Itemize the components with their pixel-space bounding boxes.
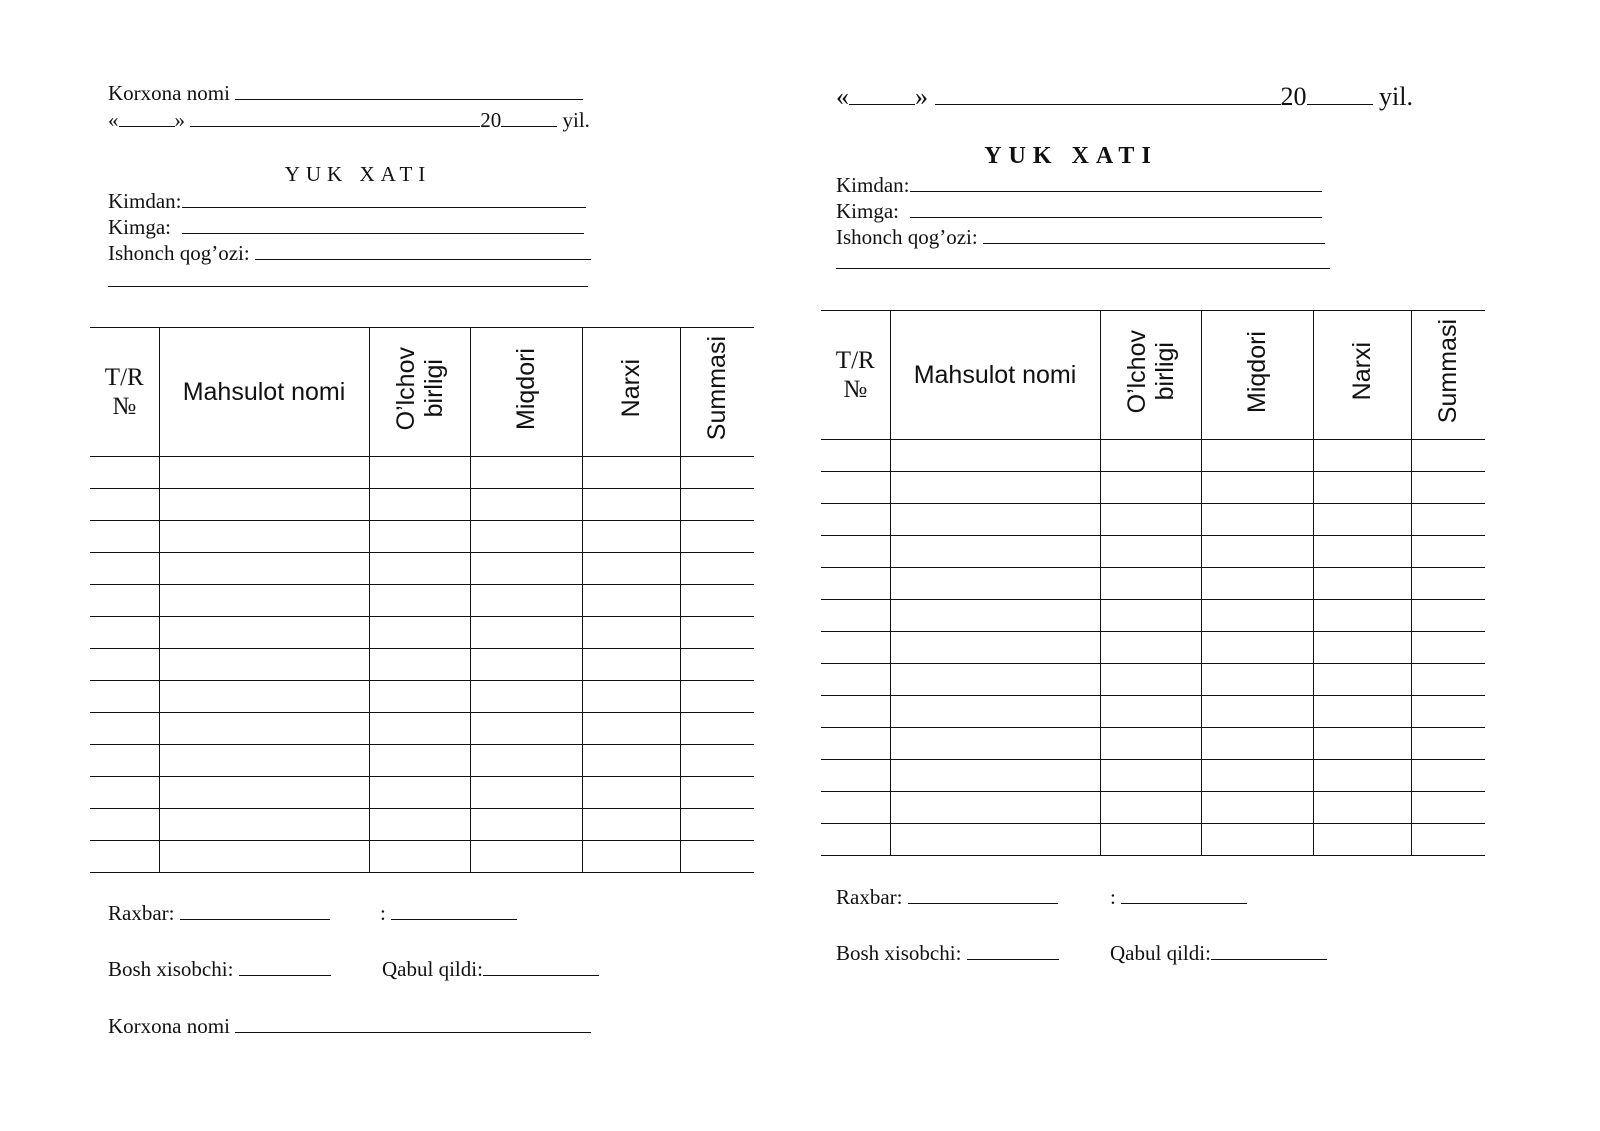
left-colon-line xyxy=(380,900,517,926)
left-head-label: Raxbar: xyxy=(108,901,175,925)
left-year-field[interactable] xyxy=(501,108,557,127)
table-cell[interactable] xyxy=(1201,536,1313,568)
table-cell[interactable] xyxy=(821,536,890,568)
table-cell[interactable] xyxy=(369,585,470,617)
right-chief-acc-field[interactable] xyxy=(967,941,1059,960)
table-cell[interactable] xyxy=(890,504,1100,536)
table-cell[interactable] xyxy=(1201,600,1313,632)
left-proxy-field[interactable] xyxy=(255,241,591,260)
table-cell[interactable] xyxy=(90,521,159,553)
table-cell[interactable] xyxy=(1313,728,1411,760)
right-col-quantity-label: Miqdori xyxy=(1243,330,1271,413)
table-cell[interactable] xyxy=(1411,792,1485,824)
right-colon-label: : xyxy=(1110,885,1116,909)
table-cell[interactable] xyxy=(821,760,890,792)
right-date-close-quote: » xyxy=(915,82,928,111)
table-cell[interactable] xyxy=(369,489,470,521)
table-cell[interactable] xyxy=(821,472,890,504)
right-to-field[interactable] xyxy=(910,199,1322,218)
table-cell[interactable] xyxy=(680,745,754,777)
table-cell[interactable] xyxy=(369,681,470,713)
table-cell[interactable] xyxy=(890,632,1100,664)
right-received-field[interactable] xyxy=(1211,941,1327,960)
left-col-quantity-label: Miqdori xyxy=(512,347,540,430)
table-cell[interactable] xyxy=(1100,792,1201,824)
table-row xyxy=(821,696,1485,728)
table-cell[interactable] xyxy=(680,489,754,521)
table-cell[interactable] xyxy=(1411,504,1485,536)
table-cell[interactable] xyxy=(582,489,680,521)
table-cell[interactable] xyxy=(582,521,680,553)
table-cell[interactable] xyxy=(159,649,369,681)
table-cell[interactable] xyxy=(1100,568,1201,600)
table-cell[interactable] xyxy=(680,809,754,841)
left-footer-company-label: Korxona nomi xyxy=(108,1014,230,1038)
table-row xyxy=(821,792,1485,824)
right-date-open-quote: « xyxy=(836,82,849,111)
table-cell[interactable] xyxy=(821,440,890,472)
table-cell[interactable] xyxy=(821,632,890,664)
table-cell[interactable] xyxy=(821,600,890,632)
table-cell[interactable] xyxy=(582,745,680,777)
table-cell[interactable] xyxy=(159,745,369,777)
table-row xyxy=(90,841,754,873)
table-cell[interactable] xyxy=(821,728,890,760)
table-cell[interactable] xyxy=(1100,600,1201,632)
table-cell[interactable] xyxy=(1201,760,1313,792)
table-cell[interactable] xyxy=(470,489,582,521)
table-cell[interactable] xyxy=(582,649,680,681)
left-col-price xyxy=(582,328,680,457)
table-cell[interactable] xyxy=(159,457,369,489)
left-from-line xyxy=(108,188,586,214)
table-row xyxy=(821,568,1485,600)
right-year-prefix: 20 xyxy=(1280,82,1307,111)
table-cell[interactable] xyxy=(159,553,369,585)
table-cell[interactable] xyxy=(1100,632,1201,664)
table-cell[interactable] xyxy=(821,504,890,536)
table-cell[interactable] xyxy=(1100,664,1201,696)
table-cell[interactable] xyxy=(369,777,470,809)
right-head-field[interactable] xyxy=(908,885,1058,904)
left-from-label: Kimdan: xyxy=(108,189,182,213)
left-col-sum-label: Summasi xyxy=(703,336,732,441)
table-cell[interactable] xyxy=(1411,632,1485,664)
left-date-line xyxy=(108,107,590,133)
table-cell[interactable] xyxy=(1313,760,1411,792)
table-cell[interactable] xyxy=(680,681,754,713)
table-cell[interactable] xyxy=(90,553,159,585)
table-cell[interactable] xyxy=(680,713,754,745)
left-year-suffix: yil. xyxy=(562,108,590,132)
table-cell[interactable] xyxy=(1201,504,1313,536)
table-cell[interactable] xyxy=(470,457,582,489)
left-to-label: Kimga: xyxy=(108,215,171,239)
left-date-close-quote: » xyxy=(174,108,185,132)
table-cell[interactable] xyxy=(680,457,754,489)
table-cell[interactable] xyxy=(821,664,890,696)
table-cell[interactable] xyxy=(890,568,1100,600)
right-col-product-name: Mahsulot nomi xyxy=(890,311,1100,440)
table-cell[interactable] xyxy=(890,440,1100,472)
table-cell[interactable] xyxy=(890,696,1100,728)
table-cell[interactable] xyxy=(1201,728,1313,760)
table-row xyxy=(90,617,754,649)
table-cell[interactable] xyxy=(369,841,470,873)
table-row xyxy=(90,649,754,681)
left-col-product-name: Mahsulot nomi xyxy=(159,328,369,457)
table-cell[interactable] xyxy=(821,824,890,856)
table-row xyxy=(821,504,1485,536)
table-cell[interactable] xyxy=(159,489,369,521)
table-cell[interactable] xyxy=(159,681,369,713)
table-cell[interactable] xyxy=(821,792,890,824)
table-cell[interactable] xyxy=(369,745,470,777)
right-from-label: Kimdan: xyxy=(836,173,910,197)
table-cell[interactable] xyxy=(90,777,159,809)
table-cell[interactable] xyxy=(1201,824,1313,856)
table-cell[interactable] xyxy=(1411,696,1485,728)
left-head-field[interactable] xyxy=(180,901,330,920)
right-year-field[interactable] xyxy=(1307,82,1373,105)
right-table-header-row xyxy=(821,311,1485,440)
table-cell[interactable] xyxy=(369,617,470,649)
right-col-unit-label: O’lchov birligi xyxy=(1122,329,1179,414)
right-head-label: Raxbar: xyxy=(836,885,903,909)
table-cell[interactable] xyxy=(1313,568,1411,600)
left-received-line xyxy=(382,956,599,982)
table-cell[interactable] xyxy=(90,617,159,649)
right-from-field[interactable] xyxy=(910,173,1322,192)
left-col-sum xyxy=(680,328,754,457)
table-cell[interactable] xyxy=(470,553,582,585)
table-row xyxy=(90,777,754,809)
table-cell[interactable] xyxy=(1100,440,1201,472)
table-cell[interactable] xyxy=(1411,664,1485,696)
table-cell[interactable] xyxy=(1100,472,1201,504)
table-cell[interactable] xyxy=(90,841,159,873)
right-date-line xyxy=(836,82,1413,112)
table-cell[interactable] xyxy=(1313,632,1411,664)
table-cell[interactable] xyxy=(470,521,582,553)
right-year-suffix: yil. xyxy=(1379,82,1413,111)
left-company-label: Korxona nomi xyxy=(108,81,230,105)
right-received-line xyxy=(1110,940,1327,966)
table-cell[interactable] xyxy=(1411,440,1485,472)
left-col-price-label: Narxi xyxy=(617,359,645,418)
left-chief-acc-label: Bosh xisobchi: xyxy=(108,957,234,981)
table-cell[interactable] xyxy=(1100,824,1201,856)
table-cell[interactable] xyxy=(159,585,369,617)
right-doc-title: YUK XATI xyxy=(984,143,1158,169)
table-cell[interactable] xyxy=(159,521,369,553)
table-cell[interactable] xyxy=(1100,536,1201,568)
left-month-field[interactable] xyxy=(190,108,480,127)
right-col-quantity xyxy=(1201,311,1313,440)
table-cell[interactable] xyxy=(821,696,890,728)
table-cell[interactable] xyxy=(470,585,582,617)
right-colon-field[interactable] xyxy=(1121,885,1247,904)
left-footer-company-line xyxy=(108,1013,591,1039)
table-cell[interactable] xyxy=(582,457,680,489)
left-col-unit xyxy=(369,328,470,457)
table-cell[interactable] xyxy=(1201,696,1313,728)
table-cell[interactable] xyxy=(1411,760,1485,792)
table-row xyxy=(90,745,754,777)
table-cell[interactable] xyxy=(1313,472,1411,504)
table-cell[interactable] xyxy=(1313,536,1411,568)
table-cell[interactable] xyxy=(90,745,159,777)
table-cell[interactable] xyxy=(90,681,159,713)
left-proxy-label: Ishonch qog’ozi: xyxy=(108,241,250,265)
table-cell[interactable] xyxy=(890,728,1100,760)
left-received-field[interactable] xyxy=(483,957,599,976)
table-cell[interactable] xyxy=(1201,664,1313,696)
table-cell[interactable] xyxy=(1100,504,1201,536)
table-cell[interactable] xyxy=(369,713,470,745)
table-cell[interactable] xyxy=(470,777,582,809)
table-cell[interactable] xyxy=(582,713,680,745)
right-table-body xyxy=(821,440,1485,856)
table-cell[interactable] xyxy=(1100,760,1201,792)
table-cell[interactable] xyxy=(1201,568,1313,600)
right-chief-acc-line xyxy=(836,940,1059,966)
table-row xyxy=(90,457,754,489)
table-cell[interactable] xyxy=(1411,600,1485,632)
table-cell[interactable] xyxy=(680,521,754,553)
left-colon-field[interactable] xyxy=(391,901,517,920)
right-received-label: Qabul qildi: xyxy=(1110,941,1211,965)
table-cell[interactable] xyxy=(1313,792,1411,824)
table-cell[interactable] xyxy=(369,649,470,681)
table-cell[interactable] xyxy=(582,681,680,713)
left-col-number-label: T/R № xyxy=(104,364,144,420)
left-footer-company-field[interactable] xyxy=(235,1014,591,1033)
table-cell[interactable] xyxy=(1411,536,1485,568)
left-colon-label: : xyxy=(380,901,386,925)
table-cell[interactable] xyxy=(470,617,582,649)
table-cell[interactable] xyxy=(470,681,582,713)
right-col-sum-label: Summasi xyxy=(1434,319,1463,424)
table-cell[interactable] xyxy=(1411,824,1485,856)
right-day-field[interactable] xyxy=(849,82,915,105)
left-head-line xyxy=(108,900,330,926)
table-row xyxy=(90,681,754,713)
table-cell[interactable] xyxy=(890,792,1100,824)
left-chief-acc-line xyxy=(108,956,331,982)
table-row xyxy=(821,664,1485,696)
right-chief-acc-label: Bosh xisobchi: xyxy=(836,941,962,965)
table-cell[interactable] xyxy=(1201,440,1313,472)
left-to-field[interactable] xyxy=(182,215,584,234)
left-goods-table xyxy=(90,327,754,873)
table-cell[interactable] xyxy=(159,617,369,649)
table-cell[interactable] xyxy=(890,824,1100,856)
left-chief-acc-field[interactable] xyxy=(239,957,331,976)
table-row xyxy=(90,489,754,521)
right-to-label: Kimga: xyxy=(836,199,899,223)
table-row xyxy=(90,553,754,585)
right-proxy-label: Ishonch qog’ozi: xyxy=(836,225,978,249)
table-cell[interactable] xyxy=(90,457,159,489)
table-cell[interactable] xyxy=(369,521,470,553)
table-row xyxy=(821,440,1485,472)
table-cell[interactable] xyxy=(890,760,1100,792)
left-table-header-row xyxy=(90,328,754,457)
right-col-sum xyxy=(1411,311,1485,440)
table-cell[interactable] xyxy=(1411,568,1485,600)
left-col-number xyxy=(90,328,159,457)
table-cell[interactable] xyxy=(1411,472,1485,504)
table-cell[interactable] xyxy=(470,809,582,841)
table-cell[interactable] xyxy=(680,617,754,649)
left-company-field[interactable] xyxy=(235,81,583,100)
table-cell[interactable] xyxy=(159,841,369,873)
table-cell[interactable] xyxy=(1100,728,1201,760)
table-cell[interactable] xyxy=(1201,792,1313,824)
table-row xyxy=(821,472,1485,504)
right-to-line xyxy=(836,198,1322,224)
table-cell[interactable] xyxy=(1313,504,1411,536)
table-cell[interactable] xyxy=(1313,696,1411,728)
right-goods-table xyxy=(821,310,1485,856)
left-col-quantity xyxy=(470,328,582,457)
table-cell[interactable] xyxy=(680,585,754,617)
table-cell[interactable] xyxy=(470,713,582,745)
table-cell[interactable] xyxy=(1313,600,1411,632)
table-cell[interactable] xyxy=(90,713,159,745)
table-cell[interactable] xyxy=(890,536,1100,568)
table-row xyxy=(90,809,754,841)
table-cell[interactable] xyxy=(369,553,470,585)
left-received-label: Qabul qildi: xyxy=(382,957,483,981)
table-row xyxy=(821,632,1485,664)
table-cell[interactable] xyxy=(582,585,680,617)
table-cell[interactable] xyxy=(582,617,680,649)
table-row xyxy=(90,521,754,553)
right-month-field[interactable] xyxy=(935,82,1281,105)
table-cell[interactable] xyxy=(582,841,680,873)
table-cell[interactable] xyxy=(90,489,159,521)
right-col-unit xyxy=(1100,311,1201,440)
right-col-number-label: T/R № xyxy=(835,347,875,403)
table-cell[interactable] xyxy=(1313,664,1411,696)
right-proxy-field[interactable] xyxy=(983,225,1325,244)
table-cell[interactable] xyxy=(369,457,470,489)
table-cell[interactable] xyxy=(680,841,754,873)
table-cell[interactable] xyxy=(90,649,159,681)
left-from-field[interactable] xyxy=(182,189,586,208)
right-col-price xyxy=(1313,311,1411,440)
right-col-price-label: Narxi xyxy=(1348,342,1376,401)
table-cell[interactable] xyxy=(1313,440,1411,472)
table-cell[interactable] xyxy=(582,777,680,809)
left-proxy-extra-line[interactable] xyxy=(108,276,588,287)
table-row xyxy=(821,536,1485,568)
table-cell[interactable] xyxy=(1313,824,1411,856)
table-cell[interactable] xyxy=(1201,632,1313,664)
table-cell[interactable] xyxy=(159,713,369,745)
table-cell[interactable] xyxy=(821,568,890,600)
table-cell[interactable] xyxy=(90,809,159,841)
table-row xyxy=(821,728,1485,760)
left-doc-title: YUK XATI xyxy=(284,162,432,186)
table-cell[interactable] xyxy=(582,809,680,841)
left-year-prefix: 20 xyxy=(480,108,502,132)
table-cell[interactable] xyxy=(90,585,159,617)
table-row xyxy=(90,585,754,617)
table-cell[interactable] xyxy=(369,809,470,841)
table-cell[interactable] xyxy=(680,777,754,809)
table-cell[interactable] xyxy=(1411,728,1485,760)
table-cell[interactable] xyxy=(470,841,582,873)
table-cell[interactable] xyxy=(1100,696,1201,728)
table-row xyxy=(821,824,1485,856)
right-proxy-line xyxy=(836,224,1325,250)
table-cell[interactable] xyxy=(680,553,754,585)
table-cell[interactable] xyxy=(890,472,1100,504)
right-col-number xyxy=(821,311,890,440)
table-cell[interactable] xyxy=(890,600,1100,632)
table-cell[interactable] xyxy=(159,809,369,841)
left-table-body xyxy=(90,457,754,873)
left-to-line xyxy=(108,214,584,240)
left-proxy-line xyxy=(108,240,591,266)
right-from-line xyxy=(836,172,1322,198)
table-cell[interactable] xyxy=(159,777,369,809)
table-cell[interactable] xyxy=(890,664,1100,696)
table-cell[interactable] xyxy=(1201,472,1313,504)
table-row xyxy=(90,713,754,745)
table-row xyxy=(821,600,1485,632)
right-proxy-extra-line[interactable] xyxy=(836,258,1330,269)
left-date-open-quote: « xyxy=(108,108,119,132)
left-col-unit-label: O’lchov birligi xyxy=(391,346,448,431)
table-cell[interactable] xyxy=(470,649,582,681)
table-row xyxy=(821,760,1485,792)
table-cell[interactable] xyxy=(680,649,754,681)
right-head-line xyxy=(836,884,1058,910)
table-cell[interactable] xyxy=(470,745,582,777)
table-cell[interactable] xyxy=(582,553,680,585)
left-day-field[interactable] xyxy=(119,108,175,127)
left-company-line xyxy=(108,80,583,106)
right-colon-line xyxy=(1110,884,1247,910)
